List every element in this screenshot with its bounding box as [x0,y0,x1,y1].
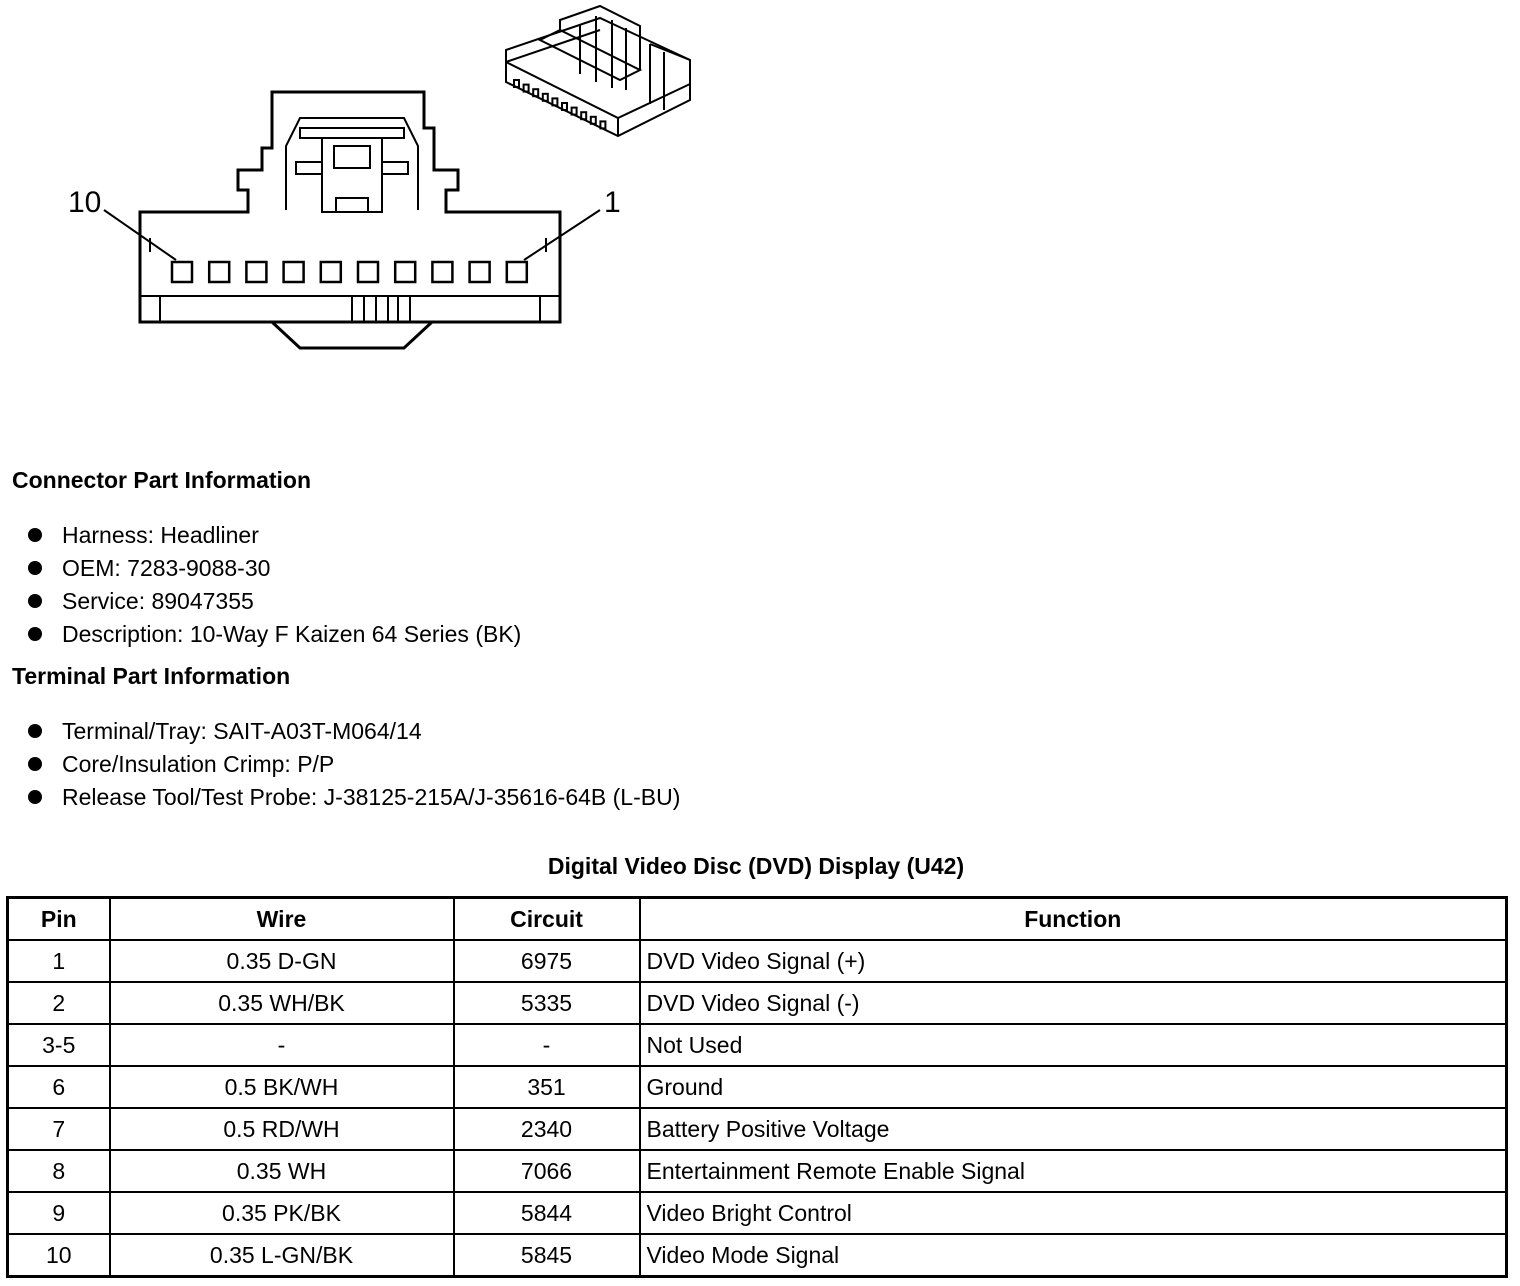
wire-cell: 0.35 D-GN [110,940,454,982]
terminal-cavity [321,262,341,282]
iso-terminal-hole [514,80,519,87]
terminal-cavity [209,262,229,282]
header-function: Function [640,898,1507,941]
pin-label-right: 1 [604,186,621,219]
circuit-cell: 5844 [454,1192,640,1234]
table-row [8,1150,1507,1192]
connector-part-list [28,520,521,652]
function-cell: Ground [640,1066,1507,1108]
terminal-cavity [246,262,266,282]
circuit-cell: 6975 [454,940,640,982]
wire-cell: 0.35 WH [110,1150,454,1192]
table-header-row [8,898,1507,941]
iso-terminal-hole [533,89,538,96]
table-row [8,982,1507,1024]
terminal-cavity [395,262,415,282]
iso-terminal-hole [524,85,529,92]
terminal-cavity [470,262,490,282]
wire-cell: 0.5 RD/WH [110,1108,454,1150]
function-cell: DVD Video Signal (-) [640,982,1507,1024]
header-circuit: Circuit [454,898,640,941]
pin-cell: 9 [8,1192,110,1234]
header-wire: Wire [110,898,454,941]
table-row [8,1066,1507,1108]
table-row [8,1192,1507,1234]
circuit-cell: 5845 [454,1234,640,1277]
function-cell: DVD Video Signal (+) [640,940,1507,982]
terminal-cavity [284,262,304,282]
terminal-cavity [432,262,452,282]
wire-cell: 0.35 WH/BK [110,982,454,1024]
iso-terminal-hole [543,94,548,101]
function-cell: Video Bright Control [640,1192,1507,1234]
pin-label-left: 10 [68,186,102,219]
terminal-cavity [507,262,527,282]
function-cell: Video Mode Signal [640,1234,1507,1277]
pinout-table [6,896,1508,1278]
connector-isometric-view [506,6,690,136]
pin-cell: 1 [8,940,110,982]
list-item: Description: 10-Way F Kaizen 64 Series (BK) [28,619,521,652]
iso-terminal-hole [591,117,596,124]
bullet-icon [28,561,42,575]
iso-terminal-hole [581,112,586,119]
list-item: OEM: 7283-9088-30 [28,553,521,586]
pin-cell: 3-5 [8,1024,110,1066]
bullet-icon [28,627,42,641]
wire-cell: 0.35 PK/BK [110,1192,454,1234]
circuit-cell: 5335 [454,982,640,1024]
terminal-part-title: Terminal Part Information [12,663,291,689]
bullet-icon [28,724,42,738]
iso-terminal-hole [562,103,567,110]
list-item: Terminal/Tray: SAIT-A03T-M064/14 [28,716,680,749]
circuit-cell: 2340 [454,1108,640,1150]
iso-terminal-hole [600,121,605,128]
iso-terminal-hole [572,108,577,115]
pin-cell: 7 [8,1108,110,1150]
terminal-cavity [172,262,192,282]
pin-cell: 6 [8,1066,110,1108]
pin-cell: 8 [8,1150,110,1192]
wire-cell: 0.35 L-GN/BK [110,1234,454,1277]
wire-cell: 0.5 BK/WH [110,1066,454,1108]
connector-part-title: Connector Part Information [12,467,312,493]
table-row [8,1024,1507,1066]
function-cell: Battery Positive Voltage [640,1108,1507,1150]
table-title: Digital Video Disc (DVD) Display (U42) [547,853,965,879]
circuit-cell: 7066 [454,1150,640,1192]
header-pin: Pin [8,898,110,941]
terminal-cavity [358,262,378,282]
list-item: Service: 89047355 [28,586,521,619]
function-cell: Not Used [640,1024,1507,1066]
function-cell: Entertainment Remote Enable Signal [640,1150,1507,1192]
bullet-icon [28,594,42,608]
bullet-icon [28,528,42,542]
list-item: Release Tool/Test Probe: J-38125-215A/J-35616-64B (L-BU) [28,782,680,815]
table-row [8,940,1507,982]
bullet-icon [28,790,42,804]
bullet-icon [28,757,42,771]
pin-cell: 10 [8,1234,110,1277]
connector-diagram [0,0,760,420]
list-item: Core/Insulation Crimp: P/P [28,749,680,782]
circuit-cell: 351 [454,1066,640,1108]
table-row [8,1108,1507,1150]
terminal-part-list [28,716,680,815]
circuit-cell: - [454,1024,640,1066]
pin-cell: 2 [8,982,110,1024]
wire-cell: - [110,1024,454,1066]
list-item: Harness: Headliner [28,520,521,553]
iso-terminal-hole [552,98,557,105]
table-row [8,1234,1507,1277]
